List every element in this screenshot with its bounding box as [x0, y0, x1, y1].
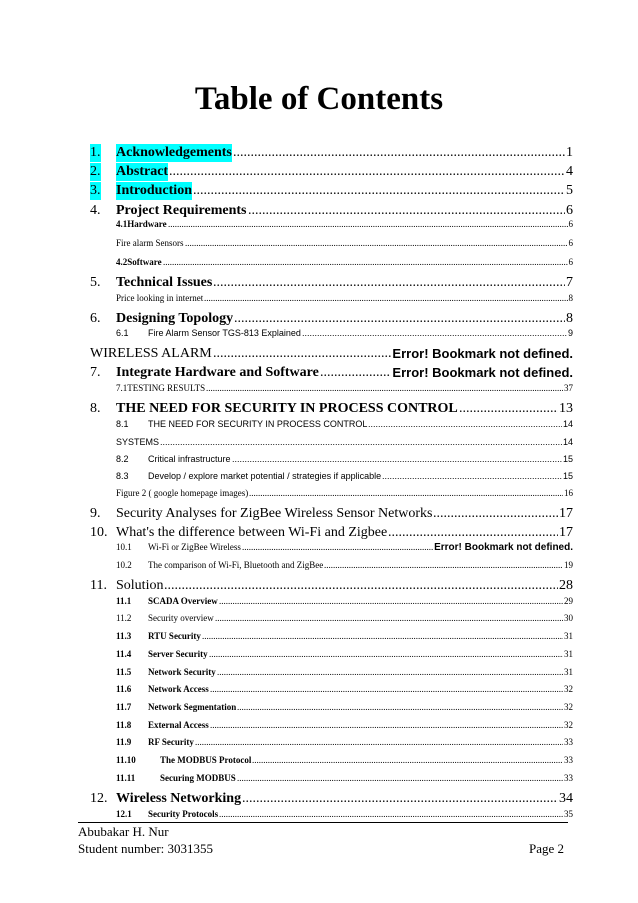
toc-entry-page: 33: [564, 737, 573, 747]
toc-entry-title: Price looking in internet: [116, 293, 204, 303]
toc-entry[interactable]: [0, 310, 638, 328]
toc-entry-number: 6.: [90, 311, 101, 326]
toc-entry-title: RF Security: [148, 737, 194, 747]
toc-entry-number: 8.1: [116, 419, 129, 429]
toc-entry[interactable]: [0, 524, 638, 542]
toc-entry-page: 31: [564, 667, 573, 677]
toc-entry[interactable]: [0, 327, 638, 345]
toc-entry-title: SYSTEMS: [116, 437, 160, 447]
toc-leader-dots: [168, 218, 568, 231]
toc-leader-dots: [210, 719, 563, 732]
toc-entry-title: THE NEED FOR SECURITY IN PROCESS CONTROL: [116, 401, 458, 416]
toc-entry[interactable]: [0, 648, 638, 666]
toc-entry-page: 32: [564, 684, 573, 694]
toc-leader-dots: [232, 453, 562, 466]
toc-entry-page: 19: [564, 560, 573, 570]
toc-leader-dots: [193, 182, 565, 200]
toc-leader-dots: [368, 418, 562, 431]
toc-leader-dots: [202, 630, 563, 643]
toc-entry-number: 11.10: [116, 755, 136, 765]
toc-entry-page: 16: [564, 488, 573, 498]
toc-entry-title: Network Segmentation: [148, 702, 237, 712]
toc-entry-number: 8.2: [116, 454, 129, 464]
toc-entry-title: WIRELESS ALARM: [90, 346, 212, 361]
toc-entry-title: Integrate Hardware and Software: [116, 365, 319, 380]
toc-entry-title: 7.1TESTING RESULTS: [116, 383, 206, 393]
toc-entry-number: 11.5: [116, 667, 132, 677]
toc-entry[interactable]: [0, 719, 638, 737]
toc-entry-page: 6: [568, 219, 573, 229]
toc-entry-title: Security Protocols: [148, 809, 219, 819]
toc-entry-page: 1: [566, 145, 573, 160]
toc-entry-page: 8: [568, 293, 573, 303]
toc-entry-number: 12.: [90, 791, 108, 806]
toc-entry[interactable]: [0, 292, 638, 310]
toc-entry-page: 35: [564, 809, 573, 819]
toc-leader-dots: [252, 754, 563, 767]
toc-entry-page: 14: [562, 419, 573, 429]
toc-entry[interactable]: [0, 470, 638, 488]
toc-entry-page: Error! Bookmark not defined.: [434, 542, 573, 553]
toc-entry[interactable]: [0, 559, 638, 577]
toc-entry-page: 31: [564, 649, 573, 659]
toc-leader-dots: [388, 524, 558, 542]
toc-entry[interactable]: [0, 218, 638, 236]
toc-entry-number: 11.11: [116, 773, 136, 783]
toc-entry-number: 4.: [90, 203, 101, 218]
toc-leader-dots: [213, 274, 565, 292]
toc-entry-number: 11.4: [116, 649, 132, 659]
toc-leader-dots: [433, 505, 558, 523]
toc-entry-title: Technical Issues: [116, 275, 213, 290]
toc-entry-page: 34: [559, 791, 573, 806]
toc-entry-title: Designing Topology: [116, 311, 234, 326]
toc-leader-dots: [160, 436, 562, 449]
toc-entry-title: Wireless Networking: [116, 791, 242, 806]
toc-entry[interactable]: [0, 163, 638, 181]
toc-entry-page: 29: [564, 596, 573, 606]
toc-entry-page: 37: [564, 383, 573, 393]
toc-entry[interactable]: [0, 487, 638, 505]
toc-leader-dots: [459, 400, 558, 418]
footer-author: Abubakar H. Nur: [78, 824, 169, 839]
toc-entry-title: Acknowledgements: [116, 145, 232, 160]
toc-leader-dots: [219, 808, 563, 821]
toc-entry-number: 10.2: [116, 560, 132, 570]
toc-entry-number: 9.: [90, 506, 101, 521]
toc-entry-title: Securing MODBUS: [160, 773, 236, 783]
toc-entry[interactable]: [0, 754, 638, 772]
toc-entry-number: 3.: [90, 183, 101, 198]
toc-leader-dots: [210, 683, 563, 696]
toc-entry[interactable]: [0, 772, 638, 790]
toc-entry-number: 1.: [90, 145, 101, 160]
toc-entry-title: What's the difference between Wi-Fi and Zigbee: [116, 525, 388, 540]
toc-entry[interactable]: [0, 237, 638, 255]
toc-entry-title: The comparison of Wi-Fi, Bluetooth and ZigBee: [148, 560, 324, 570]
toc-entry-page: 17: [559, 525, 573, 540]
toc-entry-number: 6.1: [116, 328, 129, 338]
toc-entry[interactable]: [0, 595, 638, 613]
toc-entry-number: 8.: [90, 401, 101, 416]
toc-entry[interactable]: [0, 436, 638, 454]
toc-entry[interactable]: [0, 790, 638, 808]
toc-entry-title: Network Access: [148, 684, 209, 694]
toc-leader-dots: [195, 736, 563, 749]
toc-entry-title: Figure 2 ( google homepage images): [116, 488, 249, 498]
toc-entry-title: The MODBUS Protocol: [160, 755, 252, 765]
toc-entry-page: 31: [564, 631, 573, 641]
toc-entry-number: 11.6: [116, 684, 132, 694]
toc-entry-number: 11.7: [116, 702, 132, 712]
toc-entry-page: 13: [559, 401, 573, 416]
toc-leader-dots: [233, 144, 565, 162]
toc-entry-number: 12.1: [116, 809, 132, 819]
toc-entry-number: 11.1: [116, 596, 132, 606]
toc-entry-number: 7.: [90, 365, 101, 380]
toc-leader-dots: [163, 256, 568, 269]
toc-entry[interactable]: [0, 505, 638, 523]
toc-entry[interactable]: [0, 701, 638, 719]
toc-entry-title: Solution: [116, 578, 164, 593]
toc-entry-title: SCADA Overview: [148, 596, 218, 606]
toc-entry[interactable]: [0, 612, 638, 630]
toc-entry-number: 2.: [90, 164, 101, 179]
toc-entry-number: 10.: [90, 525, 108, 540]
toc-leader-dots: [242, 790, 558, 808]
toc-entry[interactable]: [0, 274, 638, 292]
toc-entry-title: Abstract: [116, 164, 169, 179]
toc-leader-dots: [237, 772, 563, 785]
toc-entry-title: Introduction: [116, 183, 192, 198]
toc-entry[interactable]: [0, 736, 638, 754]
toc-entry-page: 15: [562, 471, 573, 481]
toc-entry-page: 8: [566, 311, 573, 326]
toc-entry-number: 11.3: [116, 631, 132, 641]
toc-entry-number: 5.: [90, 275, 101, 290]
toc-leader-dots: [320, 364, 391, 382]
toc-leader-dots: [249, 487, 563, 500]
toc-leader-dots: [234, 310, 565, 328]
toc-leader-dots: [219, 595, 563, 608]
toc-entry-page: 32: [564, 720, 573, 730]
toc-entry-page: 6: [566, 203, 573, 218]
toc-leader-dots: [164, 577, 558, 595]
toc-entry-title: External Access: [148, 720, 209, 730]
toc-entry-page: 32: [564, 702, 573, 712]
toc-leader-dots: [213, 345, 391, 363]
footer-page-number: Page 2: [528, 841, 564, 856]
toc-entry[interactable]: [0, 345, 638, 363]
toc-entry-title: THE NEED FOR SECURITY IN PROCESS CONTROL: [148, 419, 368, 429]
toc-entry-page: 30: [564, 613, 573, 623]
toc-leader-dots: [217, 666, 563, 679]
toc-entry-title: Critical infrastructure: [148, 454, 231, 464]
toc-entry-number: 10.1: [116, 542, 132, 552]
toc-entry-number: 11.8: [116, 720, 132, 730]
page-title: Table of Contents: [194, 81, 444, 117]
toc-entry[interactable]: [0, 453, 638, 471]
toc-leader-dots: [242, 541, 433, 554]
toc-entry-title: Network Security: [148, 667, 216, 677]
toc-leader-dots: [302, 327, 567, 340]
footer-divider: [78, 822, 568, 823]
toc-entry-number: 11.2: [116, 613, 132, 623]
toc-leader-dots: [169, 163, 565, 181]
toc-entry[interactable]: [0, 666, 638, 684]
toc-entry-title: 4.2Software: [116, 257, 162, 267]
toc-entry-page: 17: [559, 506, 573, 521]
toc-entry-title: Wi-Fi or ZigBee Wireless: [148, 542, 241, 552]
toc-entry-title: Fire Alarm Sensor TGS-813 Explained: [148, 328, 301, 338]
toc-entry-page: 28: [559, 578, 573, 593]
toc-entry[interactable]: [0, 577, 638, 595]
toc-entry-page: 33: [564, 773, 573, 783]
toc-entry[interactable]: [0, 256, 638, 274]
footer-student-number: Student number: 3031355: [78, 841, 214, 856]
toc-entry[interactable]: [0, 541, 638, 559]
toc-entry-page: 4: [566, 164, 573, 179]
toc-leader-dots: [206, 382, 563, 395]
toc-entry-page: 33: [564, 755, 573, 765]
toc-entry-page: 5: [566, 183, 573, 198]
toc-entry[interactable]: [0, 683, 638, 701]
toc-entry-page: Error! Bookmark not defined.: [392, 346, 573, 361]
toc-leader-dots: [324, 559, 563, 572]
toc-entry[interactable]: [0, 400, 638, 418]
toc-entry-page: 14: [562, 437, 573, 447]
toc-entry-page: Error! Bookmark not defined.: [392, 365, 573, 380]
toc-entry-title: RTU Security: [148, 631, 201, 641]
toc-entry-page: 7: [566, 275, 573, 290]
toc-entry-number: 11.: [90, 578, 107, 593]
toc-entry[interactable]: [0, 182, 638, 200]
toc-entry-title: Security Analyses for ZigBee Wireless Sensor Networks: [116, 506, 433, 521]
toc-leader-dots: [185, 237, 568, 250]
toc-entry[interactable]: [0, 144, 638, 162]
toc-entry-page: 9: [567, 328, 573, 338]
toc-entry[interactable]: [0, 418, 638, 436]
toc-entry-number: 8.3: [116, 471, 129, 481]
toc-entry[interactable]: [0, 364, 638, 382]
toc-leader-dots: [382, 470, 562, 483]
toc-entry-title: Server Security: [148, 649, 208, 659]
toc-leader-dots: [237, 701, 563, 714]
toc-entry-page: 15: [562, 454, 573, 464]
toc-entry-page: 6: [568, 257, 573, 267]
toc-entry-title: Project Requirements: [116, 203, 247, 218]
toc-leader-dots: [215, 612, 563, 625]
toc-entry-title: 4.1Hardware: [116, 219, 167, 229]
toc-entry[interactable]: [0, 382, 638, 400]
toc-entry-title: Develop / explore market potential / strategies if applicable: [148, 471, 382, 481]
toc-entry-page: 6: [568, 238, 573, 248]
toc-entry-title: Security overview: [148, 613, 214, 623]
toc-entry-number: 11.9: [116, 737, 132, 747]
toc-leader-dots: [204, 292, 568, 305]
toc-entry[interactable]: [0, 630, 638, 648]
toc-leader-dots: [209, 648, 563, 661]
toc-entry-title: Fire alarm Sensors: [116, 238, 184, 248]
